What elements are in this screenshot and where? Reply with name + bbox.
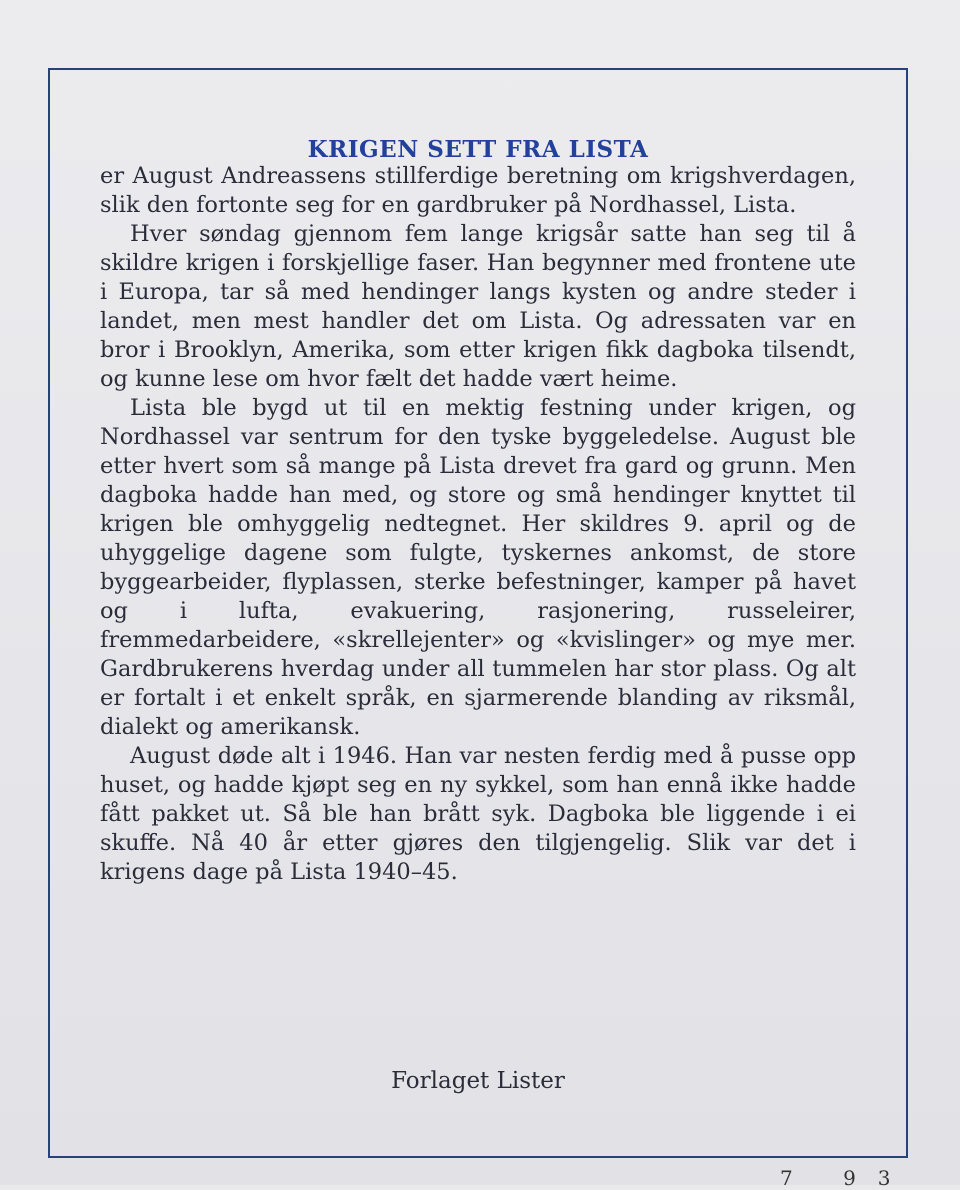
paragraph-1: er August Andreassens stillferdige beretning om krigshverdagen, slik den fortonte seg for en gardbruker på Nordhassel, Lista.	[100, 163, 856, 218]
publisher-signature: Forlaget Lister	[391, 1068, 565, 1094]
document-title: KRIGEN SETT FRA LISTA	[307, 136, 649, 163]
paragraph-2: Hver søndag gjennom fem lange krigsår satte han seg til å skildre krigen i forskjellige faser. Han begynner med frontene ute i Europa, tar så med hendinger langs kysten og andre steder i landet, men mest handler det om Lista. Og adressaten var en bror i Brooklyn, Amerika, som etter krigen fikk dagboka tilsendt, og kunne lese om hvor fælt det hadde vært heime.	[100, 221, 856, 392]
paragraph-3: Lista ble bygd ut til en mektig festning under krigen, og Nordhassel var sentrum for den tyske byggeledelse. August ble etter hvert som så mange på Lista drevet fra gard og grunn. Men dagboka hadde han med, og store og små hendinger knyttet til krigen ble omhyggelig nedtegnet. Her skildres 9. april og de uhyggelige dagene som fulgte, tyskernes ankomst, de store byggearbeider, flyplassen, sterke befestninger, kamper på havet og i lufta, evakuering, rasjonering, russeleirer, fremmedarbeidere, «skrellejenter» og «kvislinger» og mye mer. Gardbrukerens hverdag under all tummelen har stor plass. Og alt er fortalt i et enkelt språk, en sjarmerende blanding av riksmål, dialekt og amerikansk.	[100, 395, 856, 740]
paragraph-4: August døde alt i 1946. Han var nesten ferdig med å pusse opp huset, og hadde kjøpt seg en ny sykkel, som han ennå ikke hadde fått pakket ut. Så ble han brått syk. Dagboka ble liggende i ei skuffe. Nå 40 år etter gjøres den tilgjengelig. Slik var det i krigens dage på Lista 1940–45.	[100, 743, 856, 885]
document-body	[100, 162, 856, 887]
page-marks: 7 93	[780, 1166, 913, 1190]
text-frame	[48, 68, 908, 1158]
